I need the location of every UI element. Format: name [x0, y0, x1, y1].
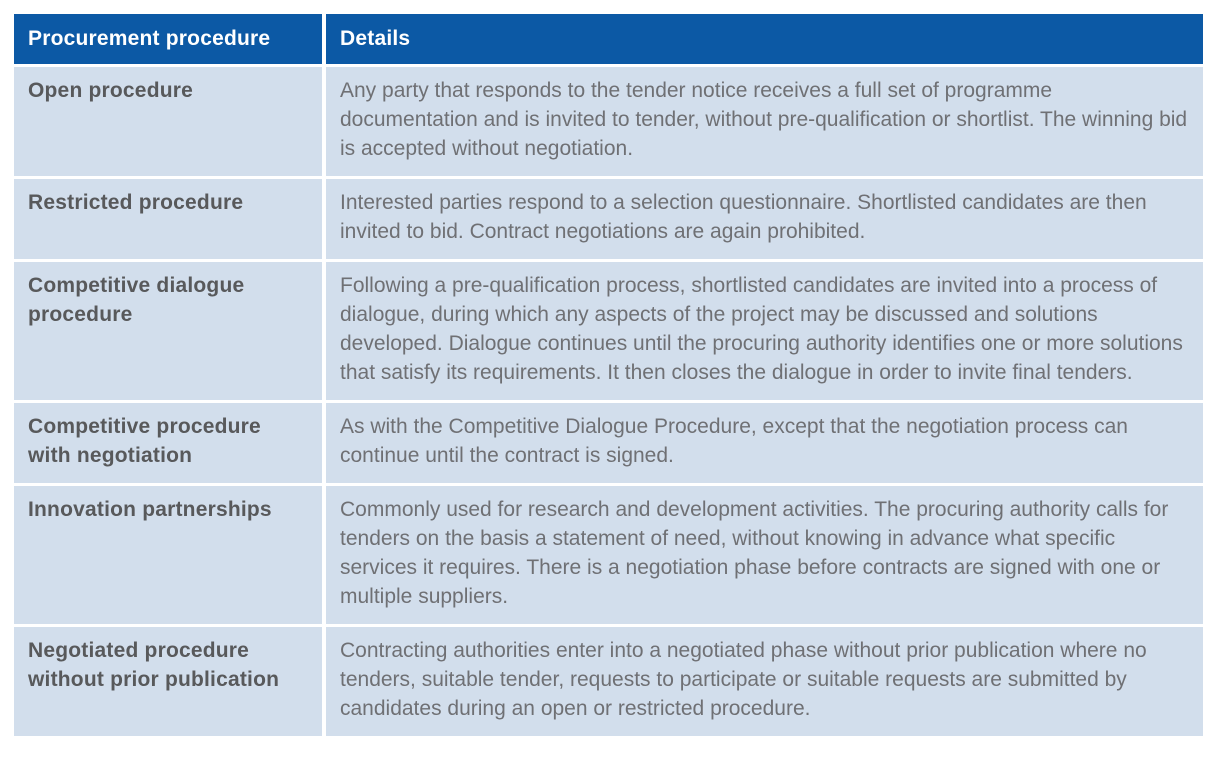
procedure-details: Interested parties respond to a selection questionnaire. Shortlisted candidates are then invited to bid. Contract negotiations are again prohibited.: [326, 179, 1203, 259]
column-header-details: Details: [326, 14, 1203, 64]
procedure-name: Competitive procedure with negotiation: [14, 403, 322, 483]
procedure-details: Any party that responds to the tender notice receives a full set of programme documentation and is invited to tender, without pre-qualification or shortlist. The winning bid is accepted without negotiation.: [326, 67, 1203, 176]
table-row-restricted-procedure: [14, 179, 1203, 259]
procedure-name: Open procedure: [14, 67, 322, 176]
table-row-innovation-partnerships: [14, 486, 1203, 624]
procedure-details: As with the Competitive Dialogue Procedure, except that the negotiation process can continue until the contract is signed.: [326, 403, 1203, 483]
table-row-open-procedure: [14, 67, 1203, 176]
header-row: [14, 14, 1203, 64]
table-row-competitive-dialogue: [14, 262, 1203, 400]
procedure-details: Following a pre-qualification process, shortlisted candidates are invited into a process of dialogue, during which any aspects of the project may be discussed and solutions developed. Dialogue continues until the procuring authority identifies one or more solutions that satisfy its requirements. It then closes the dialogue in order to invite final tenders.: [326, 262, 1203, 400]
procurement-table: [10, 11, 1207, 739]
column-header-procedure: Procurement procedure: [14, 14, 322, 64]
procedure-details: Commonly used for research and development activities. The procuring authority calls for tenders on the basis a statement of need, without knowing in advance what specific services it requires. There is a negotiation phase before contracts are signed with one or multiple suppliers.: [326, 486, 1203, 624]
procedure-name: Competitive dialogue procedure: [14, 262, 322, 400]
procedure-name: Innovation partnerships: [14, 486, 322, 624]
table-row-negotiated-without-publication: [14, 627, 1203, 736]
procedure-name: Negotiated procedure without prior publication: [14, 627, 322, 736]
table-row-competitive-negotiation: [14, 403, 1203, 483]
procedure-details: Contracting authorities enter into a negotiated phase without prior publication where no tenders, suitable tender, requests to participate or suitable requests are submitted by candidates during an open or restricted procedure.: [326, 627, 1203, 736]
procedure-name: Restricted procedure: [14, 179, 322, 259]
